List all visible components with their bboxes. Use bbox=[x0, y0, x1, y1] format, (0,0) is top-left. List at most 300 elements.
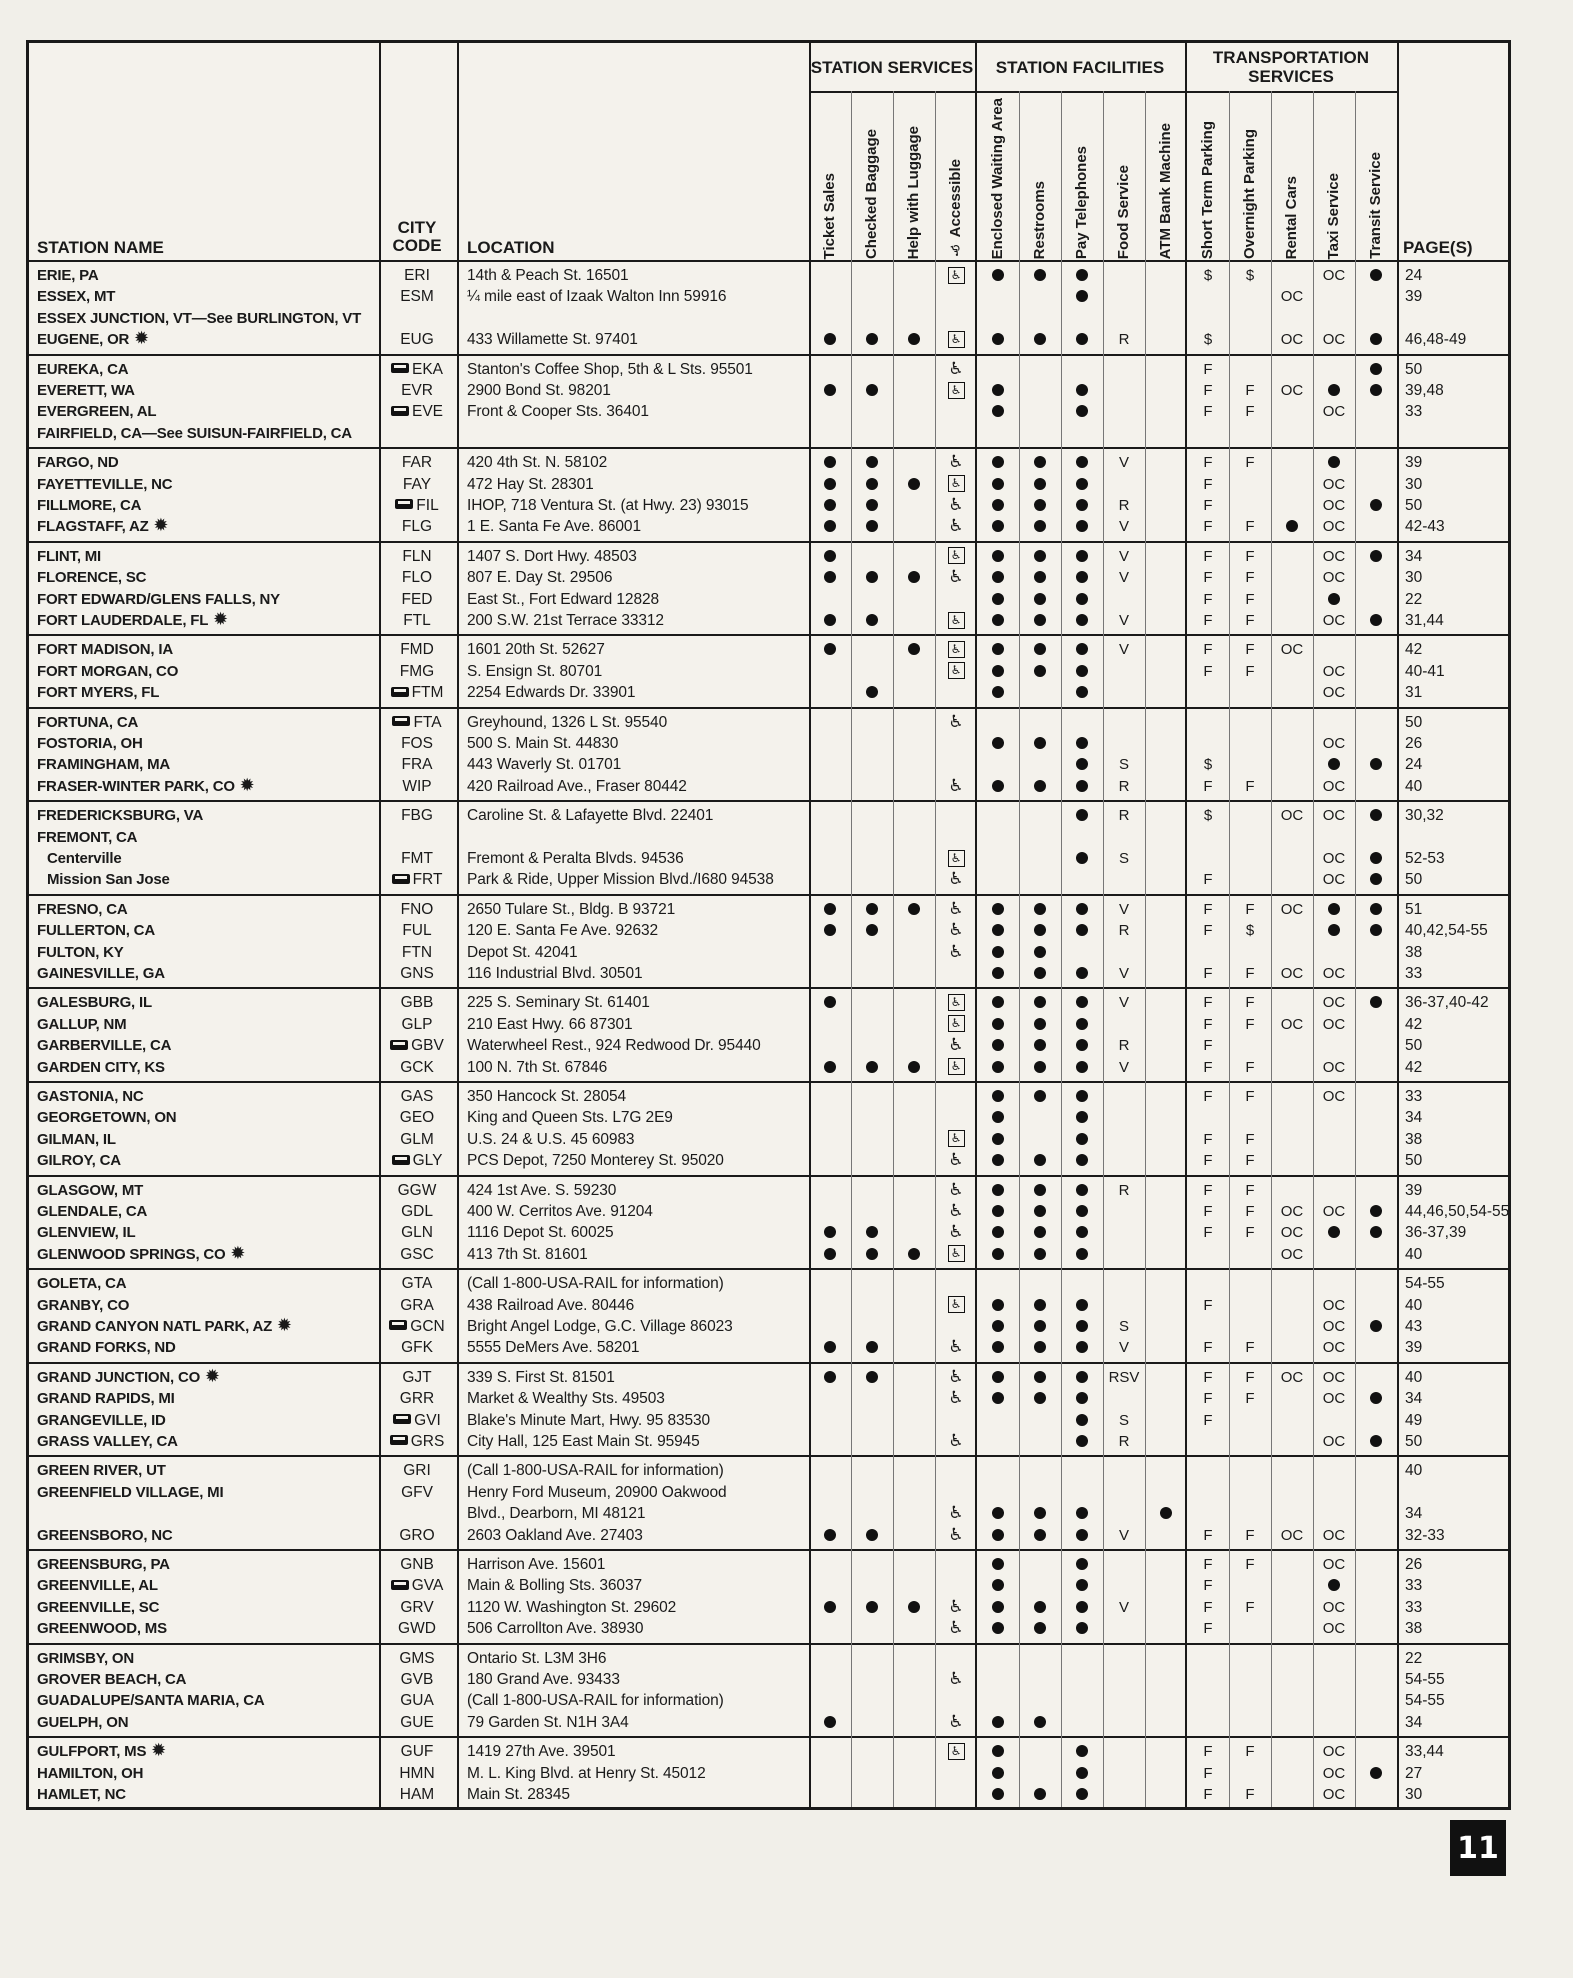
available-dot-icon bbox=[978, 1367, 1018, 1388]
page-refs: 46,48-49 bbox=[1405, 331, 1467, 349]
page-refs: 40,42,54-55 bbox=[1405, 922, 1488, 940]
page-refs: 40 bbox=[1405, 777, 1423, 795]
available-dot-icon bbox=[978, 1763, 1018, 1784]
table-row bbox=[29, 1057, 1508, 1078]
table-row bbox=[29, 661, 1508, 682]
table-row bbox=[29, 1086, 1508, 1107]
service-code: OC bbox=[1280, 382, 1304, 399]
column-header-overnight-parking: Overnight Parking bbox=[1241, 128, 1258, 259]
page-number-badge: 11 bbox=[1450, 1820, 1506, 1876]
table-row bbox=[29, 1669, 1508, 1690]
service-code: F bbox=[1203, 360, 1213, 378]
available-dot-icon bbox=[810, 1712, 850, 1733]
service-code: R bbox=[1118, 497, 1130, 514]
page-refs: 40 bbox=[1405, 1462, 1423, 1480]
wheelchair-boxed-icon: ♿ bbox=[936, 1057, 976, 1078]
table-row bbox=[29, 1431, 1508, 1452]
page-refs: 42 bbox=[1405, 1015, 1423, 1033]
station-location: 807 E. Day St. 29506 bbox=[467, 569, 613, 587]
available-dot-icon bbox=[1356, 329, 1396, 350]
available-dot-icon bbox=[978, 329, 1018, 350]
wheelchair-icon: ♿ bbox=[948, 898, 964, 918]
table-row bbox=[29, 1410, 1508, 1431]
city-code: ERI bbox=[404, 267, 430, 284]
page-refs: 33 bbox=[1405, 1088, 1423, 1105]
sunburst-icon: ✹ bbox=[148, 515, 169, 536]
available-dot-icon bbox=[978, 1222, 1018, 1243]
page-refs: 24 bbox=[1405, 267, 1423, 284]
table-row bbox=[29, 1129, 1508, 1150]
page-refs: 40 bbox=[1405, 1368, 1423, 1386]
station-name: GALLUP, NM bbox=[37, 1015, 127, 1033]
available-dot-icon bbox=[1020, 1035, 1060, 1056]
page-refs: 51 bbox=[1405, 900, 1423, 918]
page-refs: 34 bbox=[1405, 1109, 1423, 1127]
available-dot-icon bbox=[1314, 1222, 1354, 1243]
available-dot-icon bbox=[1062, 1410, 1102, 1431]
page-refs: 30 bbox=[1405, 569, 1423, 587]
station-name: FRESNO, CA bbox=[37, 900, 128, 918]
page-refs: 52-53 bbox=[1405, 850, 1445, 867]
table-row bbox=[29, 1273, 1508, 1294]
available-dot-icon bbox=[978, 1244, 1018, 1265]
station-location: M. L. King Blvd. at Henry St. 45012 bbox=[467, 1764, 706, 1782]
service-code: F bbox=[1203, 900, 1213, 918]
service-code: OC bbox=[1322, 1786, 1346, 1803]
available-dot-icon bbox=[1356, 1316, 1396, 1337]
city-code: FTM bbox=[381, 682, 453, 703]
available-dot-icon bbox=[978, 1618, 1018, 1639]
wheelchair-icon: ♿ bbox=[948, 1222, 964, 1242]
service-code: OC bbox=[1322, 403, 1346, 421]
available-dot-icon bbox=[1020, 567, 1060, 588]
wheelchair-icon: ♿ bbox=[948, 941, 964, 961]
group-row-divider bbox=[29, 447, 1508, 449]
available-dot-icon bbox=[1062, 1337, 1102, 1358]
column-header-checked-baggage: Checked Baggage bbox=[863, 128, 880, 259]
station-location: 413 7th St. 81601 bbox=[467, 1245, 588, 1263]
station-location: S. Ensign St. 80701 bbox=[467, 662, 603, 680]
service-code: F bbox=[1203, 1224, 1213, 1242]
available-dot-icon bbox=[1356, 848, 1396, 869]
city-code: GLN bbox=[401, 1224, 433, 1242]
group-row-divider bbox=[29, 1455, 1508, 1457]
wheelchair-icon: ♿ bbox=[948, 1431, 964, 1450]
service-code: OC bbox=[1280, 641, 1304, 659]
service-code: F bbox=[1203, 569, 1213, 587]
city-code: FAR bbox=[401, 454, 433, 472]
available-dot-icon bbox=[852, 1597, 892, 1618]
station-location: IHOP, 718 Ventura St. (at Hwy. 23) 93015 bbox=[467, 497, 749, 514]
service-code: F bbox=[1245, 1130, 1255, 1148]
available-dot-icon bbox=[1020, 1222, 1060, 1243]
station-name-header: STATION NAME bbox=[37, 238, 164, 257]
city-code: FTL bbox=[403, 612, 431, 629]
station-location: East St., Fort Edward 12828 bbox=[467, 590, 660, 608]
available-dot-icon bbox=[1062, 1057, 1102, 1078]
available-dot-icon bbox=[1356, 805, 1396, 826]
available-dot-icon bbox=[1062, 495, 1102, 516]
table-row bbox=[29, 1741, 1508, 1762]
service-code: OC bbox=[1322, 1390, 1346, 1408]
available-dot-icon bbox=[1062, 754, 1102, 775]
table-row bbox=[29, 452, 1508, 473]
service-code: OC bbox=[1280, 1368, 1304, 1386]
city-code: FUL bbox=[402, 922, 432, 940]
available-dot-icon bbox=[852, 1525, 892, 1546]
wheelchair-boxed-icon: ♿ bbox=[936, 329, 976, 350]
station-location: Depot St. 42041 bbox=[467, 943, 578, 961]
group-station-services: STATION SERVICES bbox=[810, 57, 974, 77]
wheelchair-icon: ♿ bbox=[948, 920, 964, 940]
station-name: EVERGREEN, AL bbox=[37, 403, 157, 421]
available-dot-icon bbox=[1020, 992, 1060, 1013]
page-refs: 36-37,39 bbox=[1405, 1224, 1467, 1242]
wheelchair-icon: ♿ bbox=[948, 1366, 964, 1386]
available-dot-icon bbox=[978, 380, 1018, 401]
station-location: 424 1st Ave. S. 59230 bbox=[467, 1181, 617, 1199]
available-dot-icon bbox=[1062, 452, 1102, 473]
station-location: 1407 S. Dort Hwy. 48503 bbox=[467, 547, 637, 565]
city-code: GRR bbox=[399, 1390, 435, 1408]
group-row-divider bbox=[29, 987, 1508, 989]
page-refs: 50 bbox=[1405, 360, 1423, 378]
city-code: FLG bbox=[401, 518, 433, 536]
station-location: 180 Grand Ave. 93433 bbox=[467, 1671, 620, 1688]
table-row bbox=[29, 1201, 1508, 1222]
page-refs: 30 bbox=[1405, 475, 1423, 493]
available-dot-icon bbox=[978, 1129, 1018, 1150]
available-dot-icon bbox=[1314, 589, 1354, 610]
service-code: V bbox=[1118, 454, 1129, 472]
service-code: V bbox=[1118, 994, 1129, 1012]
page-refs: 44,46,50,54-55 bbox=[1405, 1203, 1510, 1220]
service-code: F bbox=[1245, 1058, 1255, 1076]
station-name: GREENSBORO, NC bbox=[37, 1526, 173, 1544]
table-row bbox=[29, 1316, 1508, 1337]
available-dot-icon bbox=[1020, 1316, 1060, 1337]
available-dot-icon bbox=[978, 1150, 1018, 1171]
available-dot-icon bbox=[1020, 610, 1060, 631]
station-table bbox=[26, 40, 1511, 1810]
bus-icon bbox=[393, 1414, 411, 1424]
available-dot-icon bbox=[1020, 1086, 1060, 1107]
service-code: OC bbox=[1322, 735, 1346, 752]
wheelchair-icon: ♿ bbox=[948, 452, 964, 472]
station-location: 5555 DeMers Ave. 58201 bbox=[467, 1339, 640, 1357]
available-dot-icon bbox=[978, 1388, 1018, 1409]
table-row bbox=[29, 920, 1508, 941]
service-code: F bbox=[1245, 1743, 1255, 1761]
wheelchair-icon: ♿ bbox=[948, 516, 964, 536]
service-code: OC bbox=[1322, 497, 1346, 514]
page-refs: 22 bbox=[1405, 590, 1423, 608]
available-dot-icon bbox=[978, 1784, 1018, 1805]
service-code: OC bbox=[1322, 1058, 1346, 1076]
service-code: RSV bbox=[1108, 1368, 1140, 1386]
service-code: OC bbox=[1280, 1526, 1304, 1544]
bus-icon bbox=[390, 1435, 408, 1445]
service-code: $ bbox=[1203, 331, 1213, 349]
table-row bbox=[29, 1337, 1508, 1358]
available-dot-icon bbox=[852, 1367, 892, 1388]
table-row bbox=[29, 1784, 1508, 1805]
service-code: OC bbox=[1322, 612, 1346, 629]
station-location: 350 Hancock St. 28054 bbox=[467, 1088, 627, 1105]
station-name: FRAMINGHAM, MA bbox=[37, 756, 171, 774]
station-name: FORT MYERS, FL bbox=[37, 684, 160, 702]
available-dot-icon bbox=[978, 992, 1018, 1013]
station-location: 400 W. Cerritos Ave. 91204 bbox=[467, 1203, 653, 1220]
station-location: 14th & Peach St. 16501 bbox=[467, 267, 629, 284]
service-code: F bbox=[1245, 1390, 1255, 1408]
station-location: (Call 1-800-USA-RAIL for information) bbox=[467, 1462, 724, 1480]
wheelchair-icon: ♿ bbox=[948, 1201, 964, 1220]
available-dot-icon bbox=[1062, 265, 1102, 286]
col-divider bbox=[1229, 91, 1230, 1807]
table-row bbox=[29, 1575, 1508, 1596]
available-dot-icon bbox=[1062, 474, 1102, 495]
wheelchair-icon: ♿ bbox=[948, 1388, 964, 1408]
bus-icon bbox=[391, 363, 409, 373]
group-row-divider bbox=[29, 1081, 1508, 1083]
bus-icon bbox=[395, 499, 413, 509]
group-row-divider bbox=[29, 354, 1508, 356]
table-row bbox=[29, 1618, 1508, 1639]
available-dot-icon bbox=[810, 1057, 850, 1078]
station-name: Mission San Jose bbox=[47, 871, 170, 889]
station-name: GLENDALE, CA bbox=[37, 1203, 148, 1220]
available-dot-icon bbox=[1356, 754, 1396, 775]
table-row bbox=[29, 1014, 1508, 1035]
wheelchair-boxed-icon: ♿ bbox=[936, 546, 976, 567]
station-name: GREEN RIVER, UT bbox=[37, 1462, 166, 1480]
service-code: OC bbox=[1322, 569, 1346, 587]
city-code: EVR bbox=[401, 382, 433, 399]
station-location: Ontario St. L3M 3H6 bbox=[467, 1649, 607, 1667]
column-header-food-service: Food Service bbox=[1115, 164, 1132, 259]
page-refs: 33 bbox=[1405, 965, 1423, 982]
station-name: FORT EDWARD/GLENS FALLS, NY bbox=[37, 590, 280, 608]
table-row bbox=[29, 754, 1508, 775]
col-divider bbox=[1145, 91, 1146, 1807]
table-row bbox=[29, 1503, 1508, 1524]
page-refs: 26 bbox=[1405, 735, 1423, 752]
table-row bbox=[29, 1035, 1508, 1056]
service-code: F bbox=[1203, 518, 1213, 536]
column-header-atm-bank-machine: ATM Bank Machine bbox=[1157, 122, 1174, 259]
service-code: R bbox=[1118, 777, 1130, 795]
wheelchair-boxed-icon: ♿ bbox=[936, 661, 976, 682]
service-code: F bbox=[1203, 1037, 1213, 1055]
table-row bbox=[29, 308, 1508, 329]
service-code: F bbox=[1245, 590, 1255, 608]
available-dot-icon bbox=[1062, 661, 1102, 682]
available-dot-icon bbox=[852, 1057, 892, 1078]
wheelchair-boxed-icon: ♿ bbox=[936, 1295, 976, 1316]
available-dot-icon bbox=[810, 920, 850, 941]
city-code: FOS bbox=[401, 735, 433, 752]
available-dot-icon bbox=[1062, 1295, 1102, 1316]
service-code: V bbox=[1118, 641, 1129, 659]
station-name: GREENSBURG, PA bbox=[37, 1556, 170, 1573]
available-dot-icon bbox=[1020, 1337, 1060, 1358]
station-location: 420 Railroad Ave., Fraser 80442 bbox=[467, 777, 687, 795]
station-name: GRASS VALLEY, CA bbox=[37, 1433, 178, 1450]
available-dot-icon bbox=[1356, 899, 1396, 920]
group-station-facilities: STATION FACILITIES bbox=[995, 57, 1165, 77]
available-dot-icon bbox=[1356, 920, 1396, 941]
table-row bbox=[29, 712, 1508, 733]
service-code: OC bbox=[1280, 1224, 1304, 1242]
station-name: GUADALUPE/SANTA MARIA, CA bbox=[37, 1692, 265, 1710]
available-dot-icon bbox=[978, 1295, 1018, 1316]
station-name: EUGENE, OR ✹ bbox=[37, 328, 149, 349]
page-refs: 26 bbox=[1405, 1556, 1423, 1573]
available-dot-icon bbox=[852, 329, 892, 350]
service-code: F bbox=[1245, 1786, 1255, 1803]
available-dot-icon bbox=[1062, 1388, 1102, 1409]
service-code: F bbox=[1245, 382, 1255, 399]
wheelchair-icon: ♿ bbox=[948, 1596, 964, 1616]
available-dot-icon bbox=[1062, 992, 1102, 1013]
service-code: F bbox=[1245, 403, 1255, 421]
available-dot-icon bbox=[978, 963, 1018, 984]
station-location: Fremont & Peralta Blvds. 94536 bbox=[467, 850, 684, 867]
available-dot-icon bbox=[852, 899, 892, 920]
station-location: 100 N. 7th St. 67846 bbox=[467, 1058, 608, 1076]
page-refs: 30,32 bbox=[1405, 807, 1444, 825]
service-code: F bbox=[1203, 382, 1213, 399]
available-dot-icon bbox=[978, 899, 1018, 920]
available-dot-icon bbox=[1356, 1388, 1396, 1409]
city-code: GUF bbox=[400, 1743, 434, 1761]
available-dot-icon bbox=[1356, 265, 1396, 286]
table-row bbox=[29, 869, 1508, 890]
wheelchair-boxed-icon: ♿ bbox=[936, 639, 976, 660]
table-row bbox=[29, 1554, 1508, 1575]
station-name: GRANGEVILLE, ID bbox=[37, 1411, 166, 1429]
sunburst-icon: ✹ bbox=[200, 1365, 220, 1386]
available-dot-icon bbox=[1314, 452, 1354, 473]
service-code: OC bbox=[1322, 1296, 1346, 1314]
service-code: F bbox=[1245, 1224, 1255, 1242]
page-refs: 34 bbox=[1405, 1713, 1423, 1731]
service-code: R bbox=[1118, 1037, 1130, 1055]
table-row bbox=[29, 380, 1508, 401]
station-name: GAINESVILLE, GA bbox=[37, 965, 165, 982]
wheelchair-boxed-icon: ♿ bbox=[936, 848, 976, 869]
service-code: OC bbox=[1322, 1368, 1346, 1386]
service-code: F bbox=[1203, 1620, 1213, 1638]
station-location: Main & Bolling Sts. 36037 bbox=[467, 1577, 642, 1595]
service-code: OC bbox=[1322, 1433, 1346, 1450]
page-refs: 30 bbox=[1405, 1786, 1423, 1803]
service-code: OC bbox=[1322, 331, 1346, 349]
service-code: V bbox=[1118, 1058, 1129, 1076]
city-code: FRT bbox=[381, 869, 453, 890]
page-refs: 42 bbox=[1405, 1058, 1423, 1076]
service-code: OC bbox=[1322, 1598, 1346, 1616]
available-dot-icon bbox=[978, 474, 1018, 495]
wheelchair-icon: ♿ bbox=[948, 1524, 964, 1544]
service-code: F bbox=[1245, 1015, 1255, 1033]
group-row-divider bbox=[29, 1362, 1508, 1364]
available-dot-icon bbox=[852, 1222, 892, 1243]
wheelchair-boxed-icon: ♿ bbox=[936, 992, 976, 1013]
available-dot-icon bbox=[1062, 610, 1102, 631]
pages-header: PAGE(S) bbox=[1403, 238, 1473, 257]
page-refs: 39 bbox=[1405, 1181, 1423, 1199]
available-dot-icon bbox=[978, 1035, 1018, 1056]
city-code: FMD bbox=[400, 641, 434, 659]
available-dot-icon bbox=[1020, 474, 1060, 495]
station-location: Blvd., Dearborn, MI 48121 bbox=[467, 1505, 646, 1523]
sunburst-icon: ✹ bbox=[272, 1315, 292, 1335]
available-dot-icon bbox=[978, 1201, 1018, 1222]
service-code: F bbox=[1203, 1203, 1213, 1220]
service-code: F bbox=[1245, 1088, 1255, 1105]
page-refs: 27 bbox=[1405, 1764, 1423, 1782]
city-code: GRI bbox=[403, 1462, 431, 1480]
city-code: GVI bbox=[381, 1410, 453, 1431]
station-name: ESSEX JUNCTION, VT—See BURLINGTON, VT bbox=[37, 309, 362, 327]
service-code: F bbox=[1203, 1411, 1213, 1429]
city-code: FED bbox=[401, 590, 433, 608]
available-dot-icon bbox=[1062, 1575, 1102, 1596]
available-dot-icon bbox=[852, 516, 892, 537]
available-dot-icon bbox=[1062, 1597, 1102, 1618]
service-code: $ bbox=[1245, 922, 1255, 940]
city-code: FNO bbox=[400, 900, 434, 918]
col-divider bbox=[935, 91, 936, 1807]
page-refs: 39 bbox=[1405, 454, 1423, 472]
service-code: F bbox=[1203, 922, 1213, 940]
available-dot-icon bbox=[1020, 1201, 1060, 1222]
available-dot-icon bbox=[1062, 639, 1102, 660]
service-code: $ bbox=[1245, 267, 1255, 284]
page-refs: 49 bbox=[1405, 1411, 1423, 1429]
station-name: EUREKA, CA bbox=[37, 360, 129, 378]
service-code: F bbox=[1245, 777, 1255, 795]
available-dot-icon bbox=[1062, 1431, 1102, 1452]
service-code: V bbox=[1118, 518, 1129, 536]
service-code: R bbox=[1118, 1181, 1130, 1199]
available-dot-icon bbox=[1020, 920, 1060, 941]
service-code: V bbox=[1118, 569, 1129, 587]
station-name: FILLMORE, CA bbox=[37, 497, 142, 514]
table-row bbox=[29, 1180, 1508, 1201]
station-location: 116 Industrial Blvd. 30501 bbox=[467, 965, 643, 982]
available-dot-icon bbox=[810, 639, 850, 660]
available-dot-icon bbox=[978, 682, 1018, 703]
page-refs: 34 bbox=[1405, 547, 1423, 565]
column-header-enclosed-waiting-area: Enclosed Waiting Area bbox=[989, 97, 1006, 259]
service-code: OC bbox=[1280, 900, 1304, 918]
page-refs: 33 bbox=[1405, 1577, 1423, 1595]
group-row-divider bbox=[29, 1268, 1508, 1270]
wheelchair-icon: ♿ bbox=[948, 1035, 964, 1055]
city-code: FMT bbox=[401, 850, 433, 867]
city-code: GWD bbox=[398, 1620, 436, 1638]
station-name: GRAND JUNCTION, CO ✹ bbox=[37, 1365, 220, 1386]
available-dot-icon bbox=[1020, 589, 1060, 610]
available-dot-icon bbox=[810, 495, 850, 516]
table-row bbox=[29, 265, 1508, 286]
service-code: OC bbox=[1322, 1620, 1346, 1638]
page-refs: 54-55 bbox=[1405, 1275, 1445, 1293]
service-code: R bbox=[1118, 922, 1130, 940]
